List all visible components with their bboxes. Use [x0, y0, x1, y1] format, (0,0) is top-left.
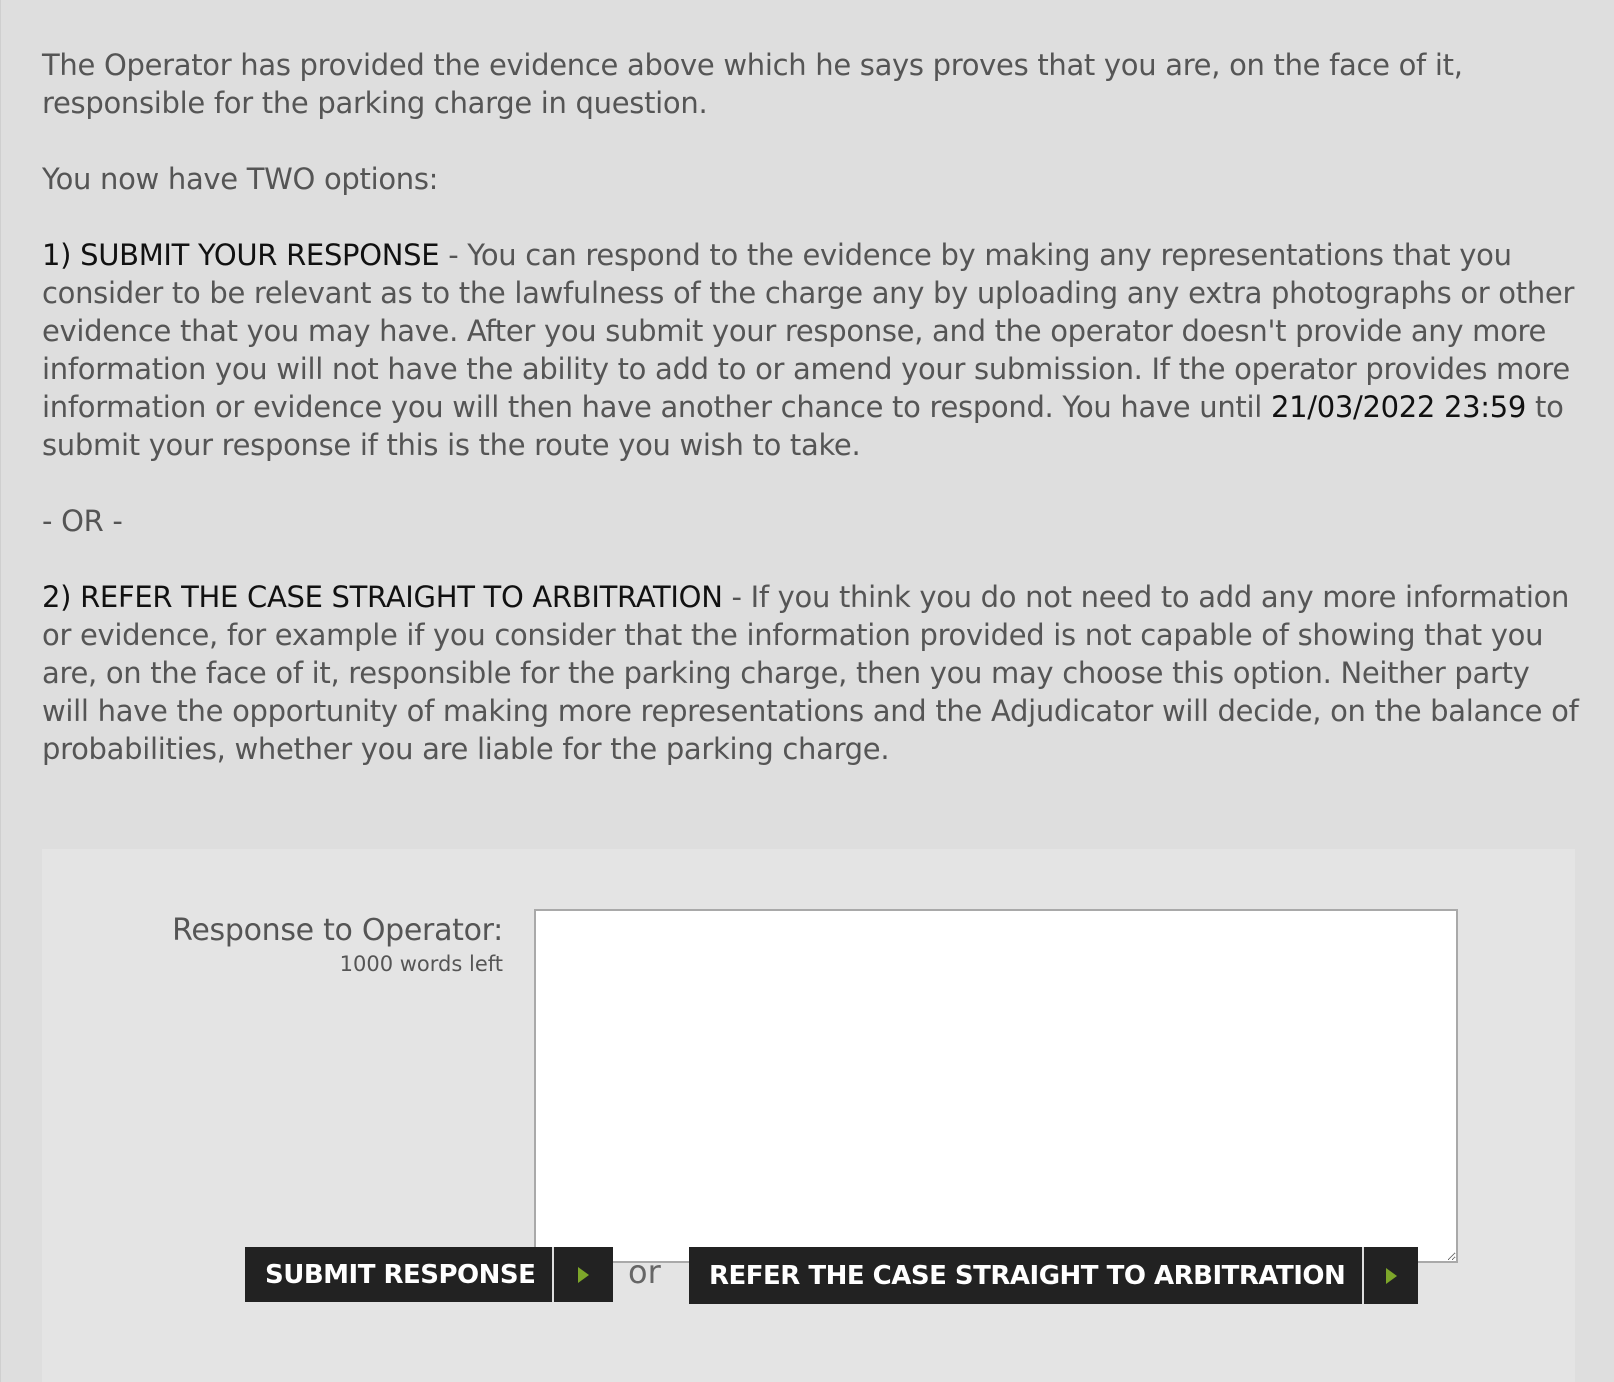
- option2-paragraph: [42, 578, 1582, 768]
- response-form: [42, 849, 1575, 1382]
- response-label: Response to Operator:: [172, 913, 503, 948]
- options-heading: You now have TWO options:: [42, 162, 439, 196]
- submit-response-button[interactable]: [245, 1247, 613, 1302]
- or-label: or: [628, 1253, 661, 1291]
- refer-to-arbitration-label: REFER THE CASE STRAIGHT TO ARBITRATION: [709, 1260, 1346, 1291]
- option1-text-after-date: to submit your response if this is the route you wish to take.: [42, 390, 1564, 462]
- play-arrow-icon: [552, 1247, 613, 1302]
- submit-response-label: SUBMIT RESPONSE: [265, 1259, 536, 1290]
- response-label-block: [172, 913, 503, 977]
- or-separator: - OR -: [42, 504, 123, 538]
- option1-paragraph: [42, 236, 1582, 464]
- option2-text: - If you think you do not need to add any more information or evidence, for example if you consider that the information provided is not capable of showing that you are, on the face of it, responsible for the parking charge, then you may choose this option. Neither party will have the opportunity of making more representations and the Adjudicator will decide, on the balance of probabilities, whether you are liable for the parking charge.: [42, 580, 1579, 766]
- refer-to-arbitration-button[interactable]: [689, 1247, 1418, 1304]
- option1-title: 1) SUBMIT YOUR RESPONSE: [42, 238, 440, 272]
- response-textarea[interactable]: [534, 909, 1458, 1263]
- option2-title: 2) REFER THE CASE STRAIGHT TO ARBITRATION: [42, 580, 723, 614]
- option1-text-before-date: - You can respond to the evidence by making any representations that you consider to be relevant as to the lawfulness of the charge any by uploading any extra photographs or other evidence that you may have. After you submit your response, and the operator doesn't provide any more information you will not have the ability to add to or amend your submission. If the operator provides more information or evidence you will then have another chance to respond. You have until: [42, 238, 1575, 424]
- instructions: [42, 46, 1582, 768]
- play-arrow-icon: [1362, 1247, 1418, 1304]
- intro-text: The Operator has provided the evidence above which he says proves that you are, on the face of it, responsible for the parking charge in question.: [42, 48, 1463, 120]
- words-left-counter: 1000 words left: [339, 952, 503, 976]
- response-deadline: 21/03/2022 23:59: [1270, 390, 1527, 424]
